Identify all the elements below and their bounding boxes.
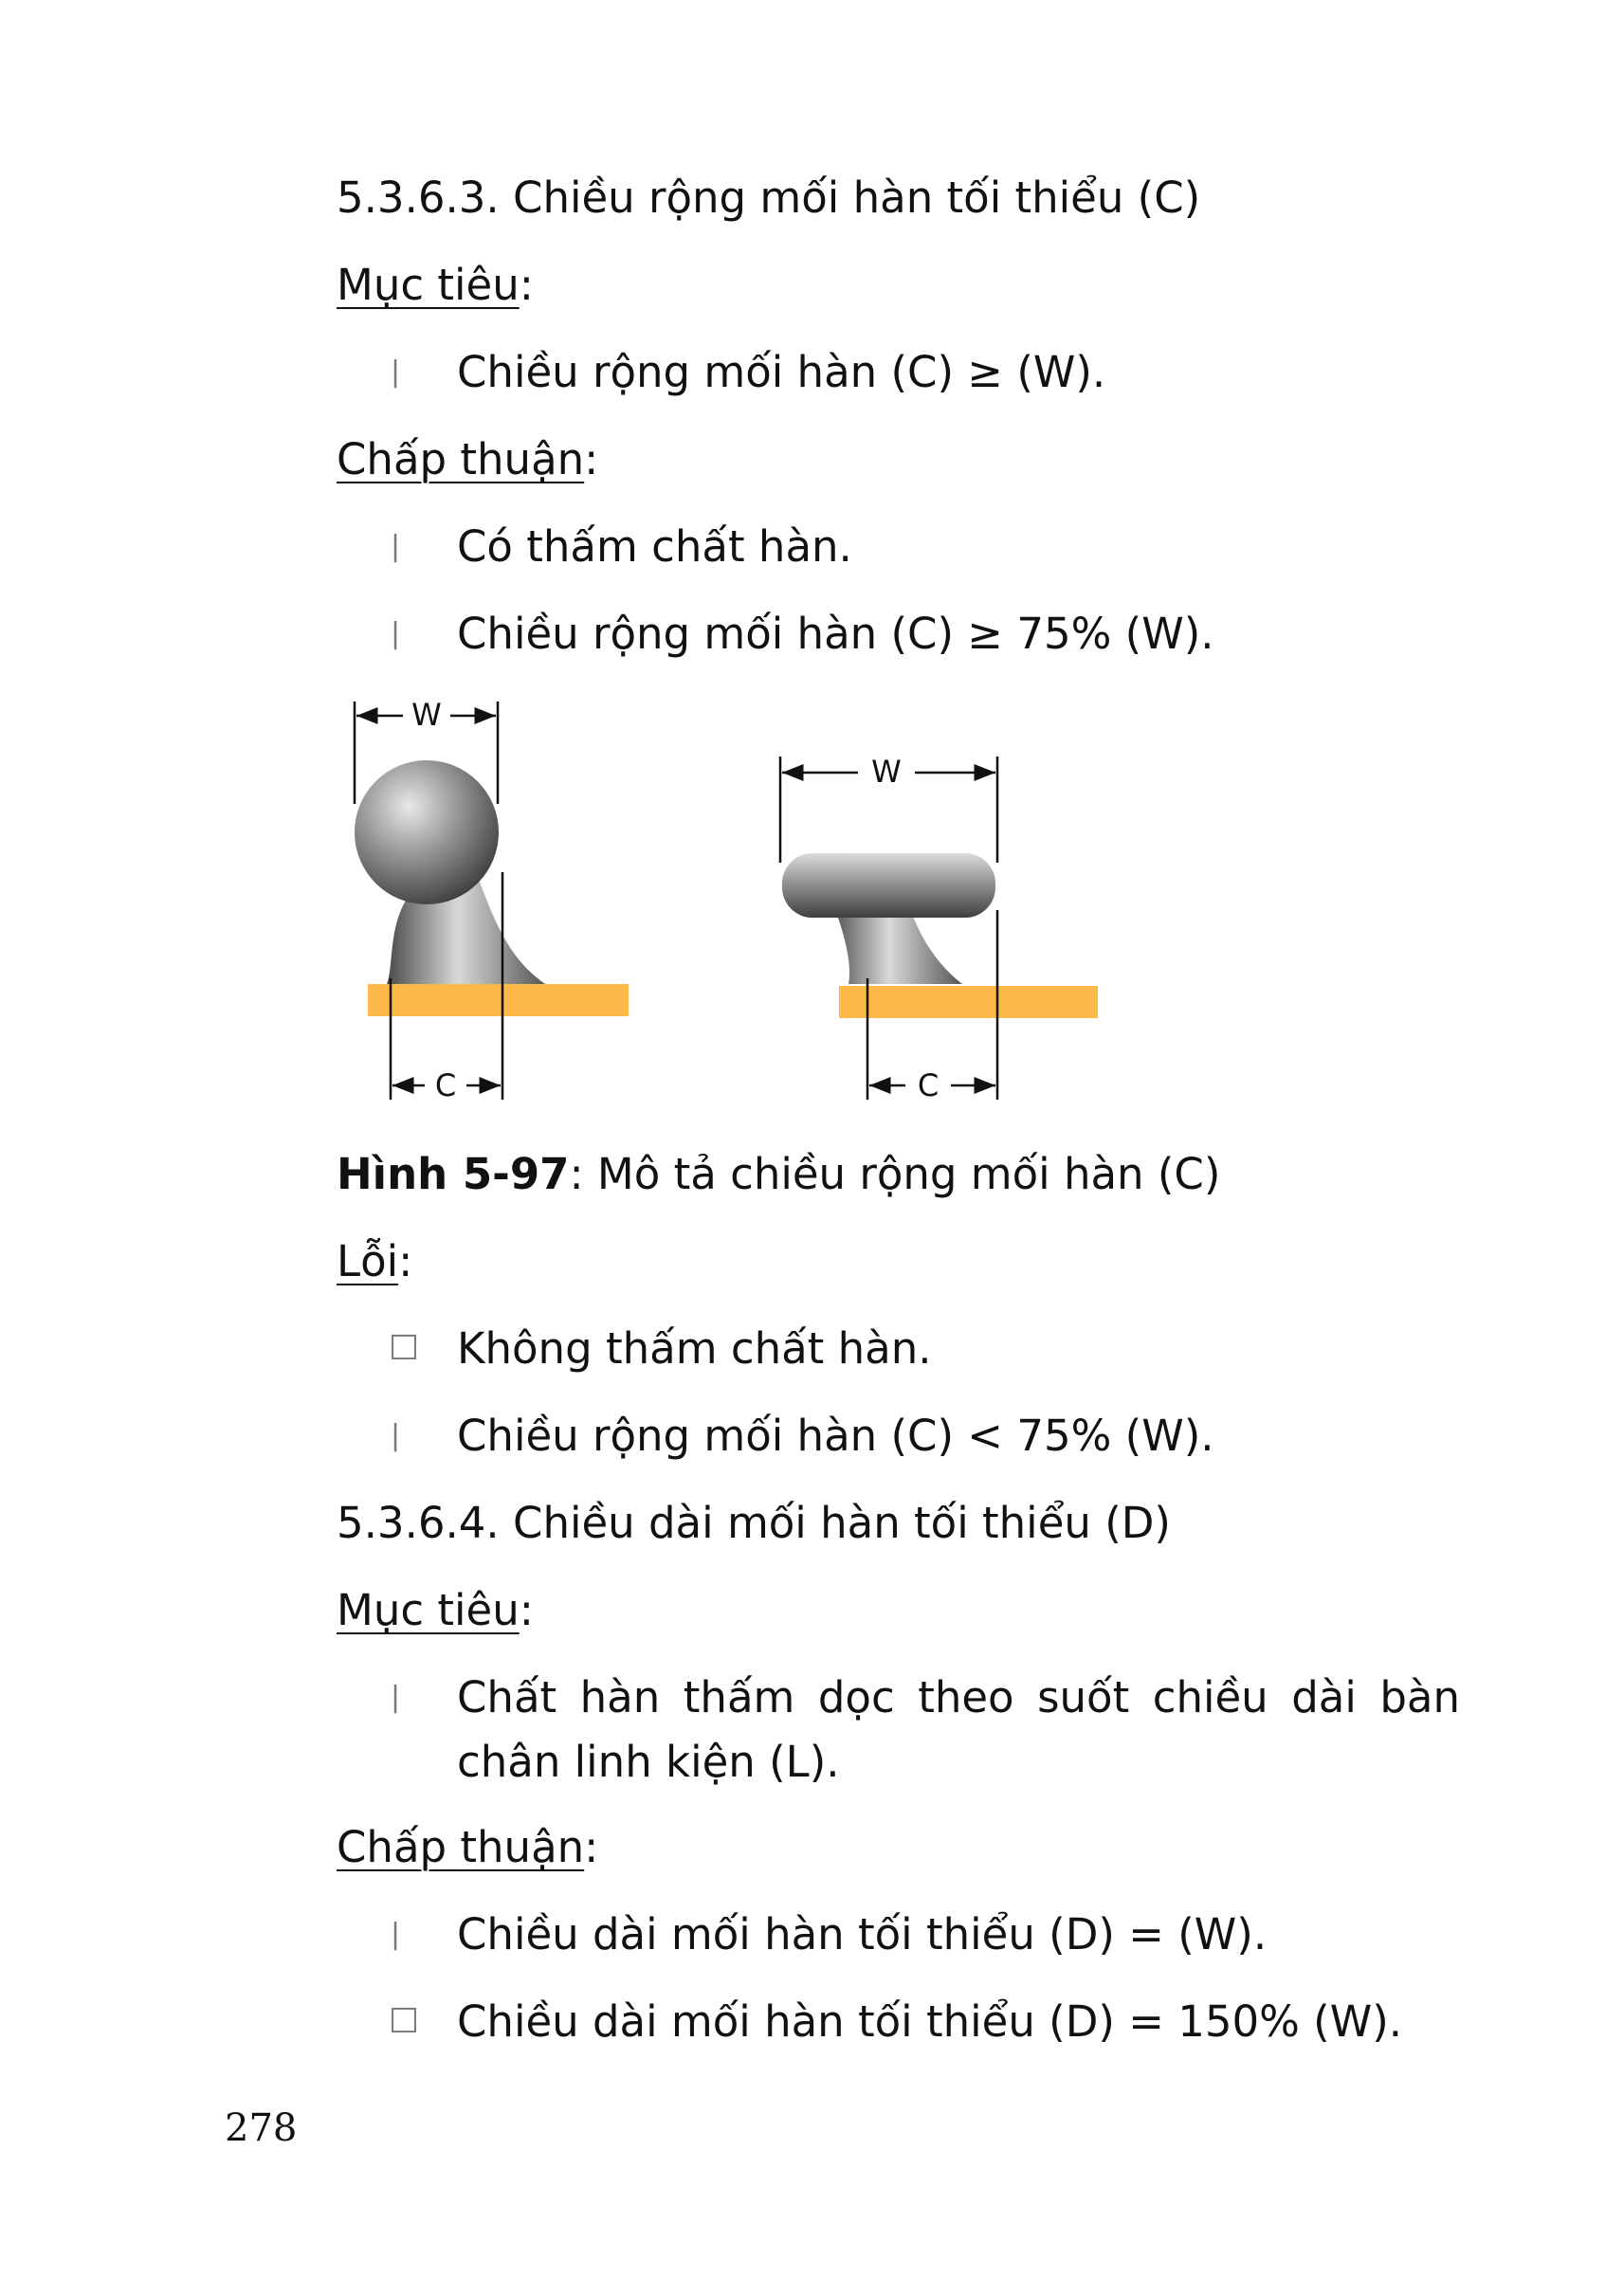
flat-lead-joint [780, 754, 1098, 1103]
dimension-label-c: C [917, 1067, 940, 1103]
dimension-label-w: W [411, 697, 442, 733]
section-heading-5-3-6-3: 5.3.6.3. Chiều rộng mối hàn tối thiểu (C) [337, 173, 1201, 223]
target-label: Mục tiêu: [337, 1585, 534, 1635]
solder-pad [839, 986, 1098, 1018]
defect-item: Không thấm chất hàn. [457, 1323, 932, 1374]
bullet-icon: | [391, 617, 401, 650]
accept-item: Chiều dài mối hàn tối thiểu (D) = 150% (W). [457, 1996, 1403, 2047]
accept-item: Chiều dài mối hàn tối thiểu (D) = (W). [457, 1909, 1268, 1959]
bullet-icon: | [391, 355, 401, 389]
bullet-icon: | [391, 1419, 401, 1452]
dimension-label-w: W [871, 754, 902, 790]
accept-item: Có thấm chất hàn. [457, 521, 852, 572]
defect-label: Lỗi: [337, 1236, 413, 1286]
bullet-icon: | [391, 530, 401, 563]
accept-label: Chấp thuận: [337, 434, 599, 484]
round-lead-joint [355, 697, 629, 1103]
target-label: Mục tiêu: [337, 260, 534, 310]
defect-item: Chiều rộng mối hàn (C) < 75% (W). [457, 1411, 1214, 1461]
component-lead-round [355, 760, 499, 904]
bullet-icon: | [391, 1681, 401, 1714]
solder-joint-figure [322, 683, 1119, 1109]
checkbox-icon: ☐ [389, 2002, 420, 2041]
accept-label: Chấp thuận: [337, 1822, 599, 1872]
target-item: Chiều rộng mối hàn (C) ≥ (W). [457, 347, 1106, 397]
component-lead-flat [782, 853, 995, 918]
solder-pad [368, 984, 629, 1016]
figure-caption: Hình 5-97: Mô tả chiều rộng mối hàn (C) [337, 1149, 1221, 1199]
target-item: Chất hàn thấm dọc theo suốt chiều dài bàn chân linh kiện (L). [457, 1672, 1460, 1787]
dimension-label-c: C [434, 1067, 457, 1103]
section-heading-5-3-6-4: 5.3.6.4. Chiều dài mối hàn tối thiểu (D) [337, 1498, 1171, 1548]
checkbox-icon: ☐ [389, 1329, 420, 1368]
page-number: 278 [225, 2106, 298, 2150]
bullet-icon: | [391, 1918, 401, 1951]
accept-item: Chiều rộng mối hàn (C) ≥ 75% (W). [457, 609, 1214, 659]
